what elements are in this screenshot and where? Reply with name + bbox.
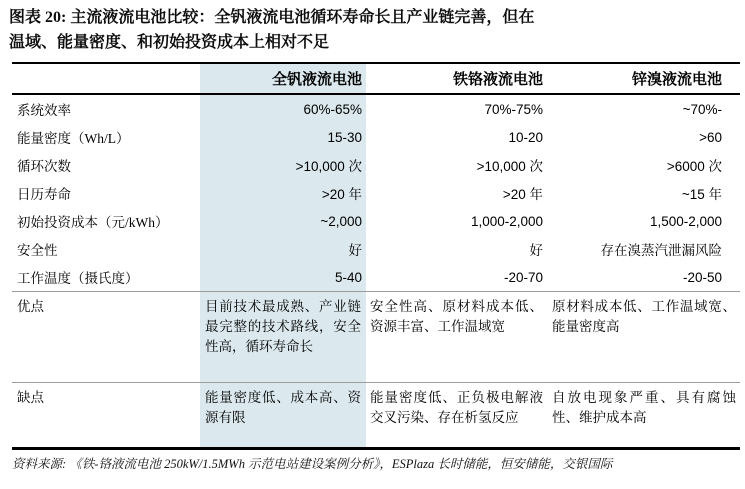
cell-zinc-bromine: 存在溴蒸汽泄漏风险 <box>600 243 722 258</box>
table-row-disadvantages <box>12 382 740 450</box>
cell-vanadium: >20 年 <box>200 179 366 207</box>
cell-iron-chromium: 好 <box>529 243 543 258</box>
header-row <box>12 64 740 95</box>
row-label: 系统效率 <box>17 103 71 118</box>
row-label: 安全性 <box>17 243 58 258</box>
cell-iron-chromium: 安全性高、原材料成本低、资源丰富、工作温域宽 <box>370 299 543 334</box>
table-row-energy-density <box>12 123 740 151</box>
row-label: 能量密度（Wh/L） <box>17 131 130 146</box>
source-note: 资料来源: 《铁-铬液流电池 250kW/1.5MWh 示范电站建设案例分析》，ESPlaza 长时储能，恒安储能，交银国际 <box>12 457 613 471</box>
cell-iron-chromium: 1,000-2,000 <box>470 213 543 229</box>
row-label: 工作温度（摄氏度） <box>17 271 139 286</box>
cell-iron-chromium: 能量密度低、正负极电解液交叉污染、存在析氢反应 <box>370 390 543 425</box>
cell-vanadium: >10,000 次 <box>200 151 366 179</box>
cell-zinc-bromine: ~70%- <box>682 101 722 117</box>
cell-vanadium: ~2,000 <box>200 207 366 235</box>
cell-zinc-bromine: 1,500-2,000 <box>649 213 722 229</box>
cell-vanadium: 5-40 <box>200 263 366 291</box>
row-label: 初始投资成本（元/kWh） <box>17 215 169 230</box>
figure-title <box>9 5 741 55</box>
table-row-safety <box>12 235 740 263</box>
cell-vanadium: 能量密度低、成本高、资源有限 <box>200 383 366 447</box>
cell-zinc-bromine: 自放电现象严重、具有腐蚀性、维护成本高 <box>552 390 736 425</box>
cell-vanadium: 60%-65% <box>200 95 366 123</box>
cell-iron-chromium: -20-70 <box>503 269 543 285</box>
table-row-advantages <box>12 291 740 382</box>
row-label: 优点 <box>17 299 44 314</box>
table-row-cycle-count <box>12 151 740 179</box>
row-label: 日历寿命 <box>17 187 71 202</box>
figure-title-line-1: 图表 20: 主流液流电池比较：全钒液流电池循环寿命长且产业链完善，但在 <box>9 9 535 26</box>
table-row-system-efficiency <box>12 95 740 123</box>
row-label: 缺点 <box>17 390 44 405</box>
cell-iron-chromium: 70%-75% <box>484 101 543 117</box>
cell-zinc-bromine: >6000 次 <box>666 159 722 174</box>
col-header-iron-chromium: 铁铬液流电池 <box>452 72 543 88</box>
col-header-zinc-bromine: 锌溴液流电池 <box>631 72 722 88</box>
table-row-operating-temperature <box>12 263 740 291</box>
cell-zinc-bromine: ~15 年 <box>681 187 722 202</box>
row-label: 循环次数 <box>17 159 71 174</box>
cell-iron-chromium: >20 年 <box>502 187 543 202</box>
cell-zinc-bromine: >60 <box>699 129 722 145</box>
cell-vanadium: 目前技术最成熟、产业链最完整的技术路线，安全性高，循环寿命长 <box>200 292 366 382</box>
table-row-initial-cost <box>12 207 740 235</box>
table-row-calendar-life <box>12 179 740 207</box>
cell-zinc-bromine: -20-50 <box>682 269 722 285</box>
comparison-table <box>12 62 740 450</box>
cell-vanadium: 好 <box>200 235 366 263</box>
col-header-vanadium: 全钒液流电池 <box>200 64 366 93</box>
cell-vanadium: 15-30 <box>200 123 366 151</box>
figure-title-line-2: 温域、能量密度、和初始投资成本上相对不足 <box>9 34 330 51</box>
cell-iron-chromium: >10,000 次 <box>476 159 543 174</box>
cell-iron-chromium: 10-20 <box>508 129 543 145</box>
cell-zinc-bromine: 原材料成本低、工作温域宽、能量密度高 <box>552 299 736 334</box>
